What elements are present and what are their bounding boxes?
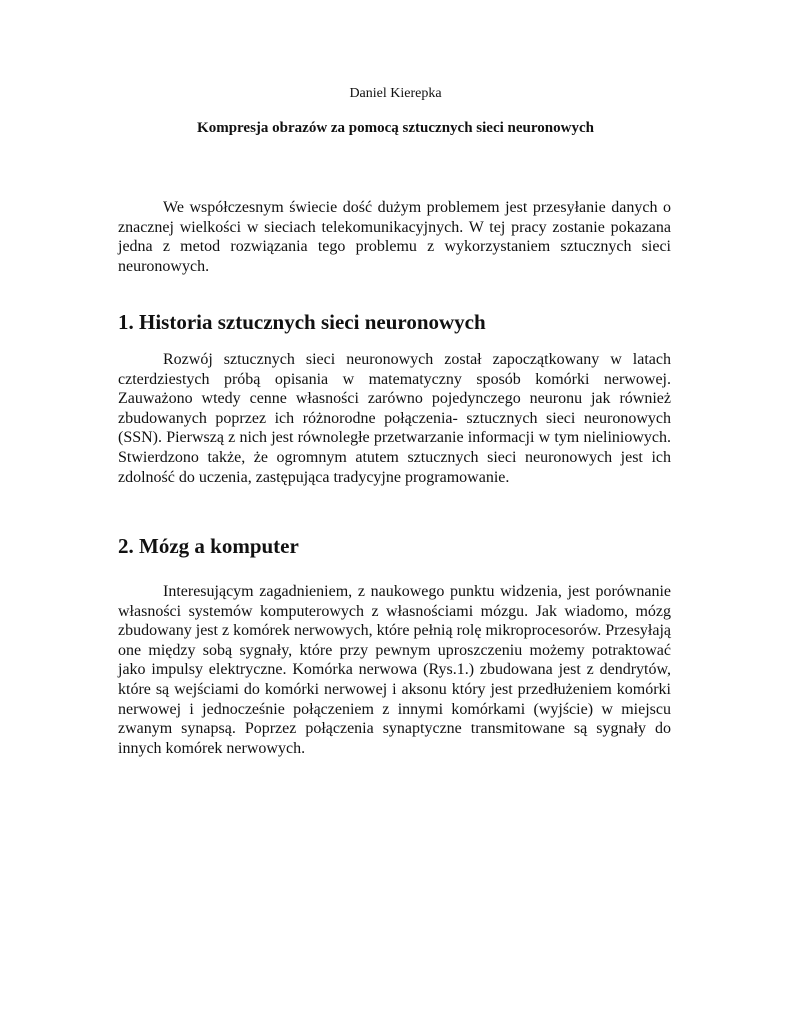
author-name: Daniel Kierepka bbox=[349, 86, 442, 101]
section-paragraph-brain-computer: Interesującym zagadnieniem, z naukowego punktu widzenia, jest porównanie własności systemów komputerowych z własnościami mózgu. Jak wiadomo, mózg zbudowany jest z komórek nerwowych, które pełnią rolę mikroprocesorów. Przesyłają one między sobą sygnały, które przy pewnym uproszczeniu możemy potraktować jako impulsy elektryczne. Komórka nerwowa (Rys.1.) zbudowana jest z dendrytów, które są wejściami do komórki nerwowej i aksonu który jest przedłużeniem komórki nerwowej i jednocześnie połączeniem z innymi komórkami (wyjście) w miejscu zwanym synapsą. Poprzez połączenia synaptyczne transmitowane są sygnały do innych komórek nerwowych. bbox=[118, 583, 672, 757]
section-heading-history: 1. Historia sztucznych sieci neuronowych bbox=[118, 310, 486, 334]
section-heading-brain-computer: 2. Mózg a komputer bbox=[118, 534, 299, 558]
intro-paragraph: We współczesnym świecie dość dużym problemem jest przesyłanie danych o znacznej wielkości w sieciach telekomunikacyjnych. W tej pracy zostanie pokazana jedna z metod rozwiązania tego problemu z wykorzystaniem sztucznych sieci neuronowych. bbox=[118, 199, 671, 275]
section-paragraph-history: Rozwój sztucznych sieci neuronowych został zapoczątkowany w latach czterdziestych próbą opisania w matematyczny sposób komórki nerwowej. Zauważono wtedy cenne własności zarówno pojedynczego neuronu jak również zbudowanych poprzez ich różnorodne połączenia- sztucznych sieci neuronowych (SSN). Pierwszą z nich jest równoległe przetwarzanie informacji w tym nieliniowych. Stwierdzono także, że ogromnym atutem sztucznych sieci neuronowych jest ich zdolność do uczenia, zastępująca tradycyjne programowanie. bbox=[118, 351, 671, 486]
document-title: Kompresja obrazów za pomocą sztucznych sieci neuronowych bbox=[197, 120, 594, 136]
